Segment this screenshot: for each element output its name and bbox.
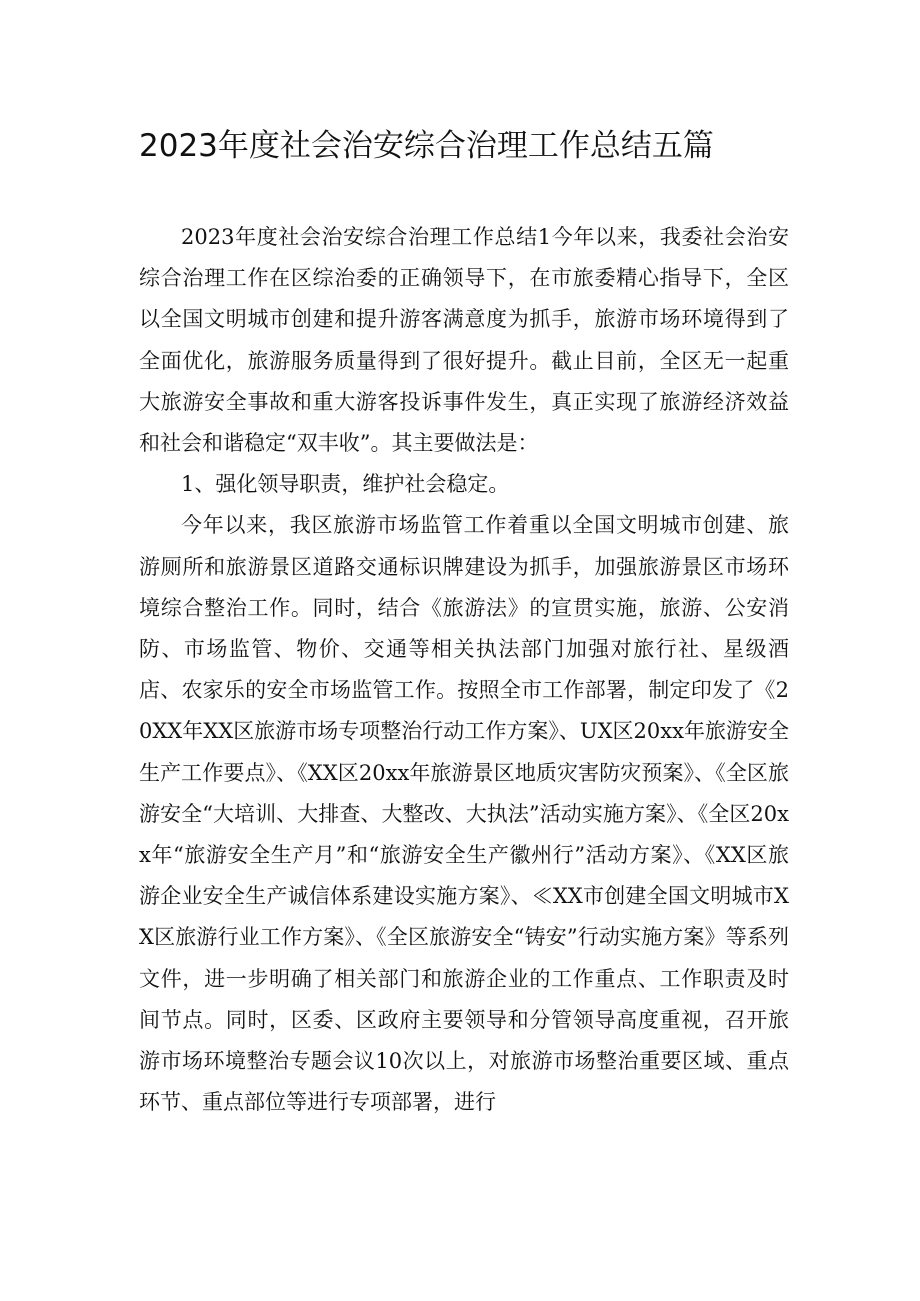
document-title: 2023年度社会治安综合治理工作总结五篇 [139,128,714,164]
paragraph-market-supervision: 今年以来，我区旅游市场监管工作着重以全国文明城市创建、旅游厕所和旅游景区道路交通标识牌建设为抓手，加强旅游景区市场环境综合整治工作。同时，结合《旅游法》的宣贯实施，旅游、公安消防、市场监管、物价、交通等相关执法部门加强对旅行社、星级酒店、农家乐的安全市场监管工作。按照全市工作部署，制定印发了《20XX年XX区旅游市场专项整治行动工作方案》、UX区20xx年旅游安全生产工作要点》、《XX区20xx年旅游景区地质灾害防灾预案》、《全区旅游安全“大培训、大排查、大整改、大执法”活动实施方案》、《全区20xx年“旅游安全生产月”和“旅游安全生产徽州行”活动方案》、《XX区旅游企业安全生产诚信体系建设实施方案》、≪XX市创建全国文明城市XX区旅游行业工作方案》、《全区旅游安全“铸安”行动实施方案》等系列文件，进一步明确了相关部门和旅游企业的工作重点、工作职责及时间节点。同时，区委、区政府主要领导和分管领导高度重视，召开旅游市场环境整治专题会议10次以上，对旅游市场整治重要区域、重点环节、重点部位等进行专项部署，进行 [139,513,789,1115]
document-body [139,217,789,1123]
paragraph-intro: 2023年度社会治安综合治理工作总结1今年以来，我委社会治安综合治理工作在区综治委的正确领导下，在市旅委精心指导下，全区以全国文明城市创建和提升游客满意度为抓手，旅游市场环境得到了全面优化，旅游服务质量得到了很好提升。截止目前，全区无一起重大旅游安全事故和重大游客投诉事件发生，真正实现了旅游经济效益和社会和谐稳定“双丰收”。其主要做法是： [139,225,789,456]
paragraph-heading-1: 1、强化领导职责，维护社会稳定。 [181,472,510,497]
